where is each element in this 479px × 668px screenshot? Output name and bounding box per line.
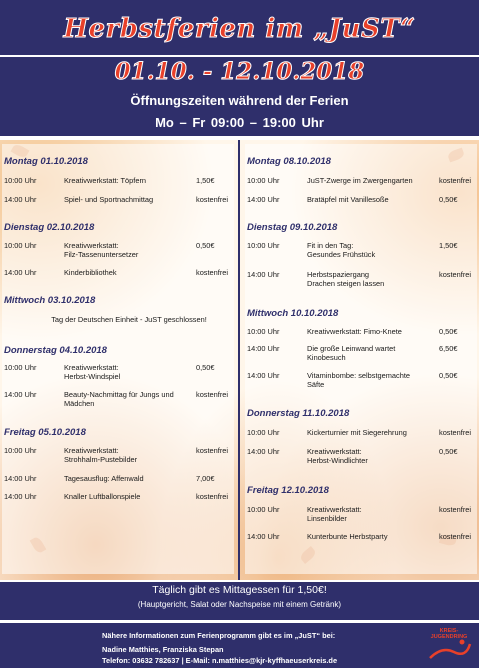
- week-1-panel: [2, 144, 234, 574]
- row-activity: Kinderbibliothek: [64, 268, 117, 277]
- opening-hours: Mo – Fr 09:00 – 19:00 Uhr: [155, 115, 324, 130]
- row-activity: Herbstspaziergang Drachen steigen lassen: [307, 270, 385, 288]
- row-time: 10:00 Uhr: [247, 241, 280, 250]
- logo-text: KREIS- JUGENDRING: [430, 628, 468, 640]
- row-price: 0,50€: [439, 327, 458, 336]
- row-activity: Kickerturnier mit Siegerehrung: [307, 428, 407, 437]
- row-price: kostenfrei: [439, 505, 472, 514]
- row-time: 14:00 Uhr: [247, 270, 280, 279]
- row-time: 14:00 Uhr: [4, 492, 37, 501]
- row-price: kostenfrei: [196, 195, 229, 204]
- week-1-column: [0, 140, 236, 580]
- row-price: 6,50€: [439, 344, 458, 353]
- row-price: 0,50€: [439, 195, 458, 204]
- contact-names: Nadine Matthies, Franziska Stepan: [102, 645, 224, 654]
- day-heading: Freitag 12.10.2018: [247, 485, 329, 496]
- row-activity: Bratäpfel mit Vanillesoße: [307, 195, 389, 204]
- row-activity: Knaller Luftballonspiele: [64, 492, 141, 501]
- date-range: 01.10. - 12.10.2018: [114, 58, 365, 85]
- row-price: 1,50€: [439, 241, 458, 250]
- row-activity: Die große Leinwand wartet Kinobesuch: [307, 344, 396, 362]
- row-price: kostenfrei: [196, 390, 229, 399]
- row-price: 0,50€: [196, 241, 215, 250]
- logo-swoosh-icon: [424, 628, 474, 664]
- poster-header: [0, 0, 479, 138]
- lunch-offer: Täglich gibt es Mittagessen für 1,50€!: [152, 584, 327, 596]
- row-activity: Tagesausflug: Affenwald: [64, 474, 144, 483]
- row-price: kostenfrei: [439, 176, 472, 185]
- row-price: 7,00€: [196, 474, 215, 483]
- row-time: 14:00 Uhr: [4, 474, 37, 483]
- poster-title: Herbstferien im „JuST“: [63, 14, 416, 44]
- day-heading: Donnerstag 11.10.2018: [247, 408, 350, 419]
- row-time: 14:00 Uhr: [247, 447, 280, 456]
- row-activity: Kreativwerkstatt: Strohhalm-Pustebilder: [64, 446, 138, 464]
- contact-details: Telefon: 03632 782637 | E-Mail: n.matthies@kjr-kyffhaeuserkreis.de: [102, 656, 338, 665]
- row-activity: Kreativwerkstatt: Fimo-Knete: [307, 327, 402, 336]
- row-activity: Kreativwerkstatt: Herbst-Windspiel: [64, 363, 121, 381]
- row-time: 10:00 Uhr: [4, 241, 37, 250]
- row-time: 14:00 Uhr: [4, 195, 37, 204]
- day-heading: Donnerstag 04.10.2018: [4, 345, 107, 356]
- row-time: 14:00 Uhr: [4, 268, 37, 277]
- row-time: 10:00 Uhr: [247, 327, 280, 336]
- row-time: 10:00 Uhr: [247, 176, 280, 185]
- row-time: 10:00 Uhr: [4, 363, 37, 372]
- row-time: 14:00 Uhr: [247, 532, 280, 541]
- row-time: 14:00 Uhr: [247, 344, 280, 353]
- opening-hours-title: Öffnungszeiten während der Ferien: [130, 93, 349, 108]
- row-price: 0,50€: [439, 447, 458, 456]
- day-heading: Mittwoch 03.10.2018: [4, 295, 96, 306]
- row-price: 0,50€: [196, 363, 215, 372]
- row-price: kostenfrei: [196, 492, 229, 501]
- row-activity: Vitaminbombe: selbstgemachte Säfte: [307, 371, 410, 389]
- row-activity: Kreativwerkstatt: Filz-Tassenuntersetzer: [64, 241, 139, 259]
- row-time: 10:00 Uhr: [4, 176, 37, 185]
- row-activity: Fit in den Tag: Gesundes Frühstück: [307, 241, 376, 259]
- row-time: 10:00 Uhr: [247, 505, 280, 514]
- row-time: 14:00 Uhr: [4, 390, 37, 399]
- day-heading: Mittwoch 10.10.2018: [247, 308, 339, 319]
- row-time: 14:00 Uhr: [247, 371, 280, 380]
- day-heading: Dienstag 02.10.2018: [4, 222, 95, 233]
- day-heading: Montag 01.10.2018: [4, 156, 88, 167]
- week-2-column: [243, 140, 479, 580]
- row-activity: Kunterbunte Herbstparty: [307, 532, 388, 541]
- day-heading: Dienstag 09.10.2018: [247, 222, 338, 233]
- row-price: kostenfrei: [439, 428, 472, 437]
- row-activity: Kreativwerkstatt: Herbst-Windlichter: [307, 447, 368, 465]
- column-divider: [238, 140, 240, 580]
- lunch-details: (Hauptgericht, Salat oder Nachspeise mit einem Getränk): [137, 600, 342, 609]
- program-area: [0, 140, 479, 580]
- row-price: 1,50€: [196, 176, 215, 185]
- row-price: kostenfrei: [196, 446, 229, 455]
- header-divider: [0, 55, 479, 57]
- day-heading: Freitag 05.10.2018: [4, 427, 86, 438]
- row-price: kostenfrei: [196, 268, 229, 277]
- row-price: 0,50€: [439, 371, 458, 380]
- closed-note: Tag der Deutschen Einheit - JuST geschlossen!: [51, 315, 207, 324]
- row-activity: JuST-Zwerge im Zwergengarten: [307, 176, 413, 185]
- kreisjugendring-logo: [424, 628, 474, 664]
- row-price: kostenfrei: [439, 270, 472, 279]
- row-activity: Spiel- und Sportnachmittag: [64, 195, 154, 204]
- row-time: 10:00 Uhr: [4, 446, 37, 455]
- row-time: 10:00 Uhr: [247, 428, 280, 437]
- row-activity: Kreativwerkstatt: Töpfern: [64, 176, 147, 185]
- row-activity: Beauty-Nachmittag für Jungs und Mädchen: [64, 390, 174, 408]
- row-time: 14:00 Uhr: [247, 195, 280, 204]
- row-price: kostenfrei: [439, 532, 472, 541]
- contact-intro: Nähere Informationen zum Ferienprogramm gibt es im „JuST“ bei:: [102, 631, 336, 640]
- day-heading: Montag 08.10.2018: [247, 156, 331, 167]
- row-activity: Kreativwerkstatt: Linsenbilder: [307, 505, 362, 523]
